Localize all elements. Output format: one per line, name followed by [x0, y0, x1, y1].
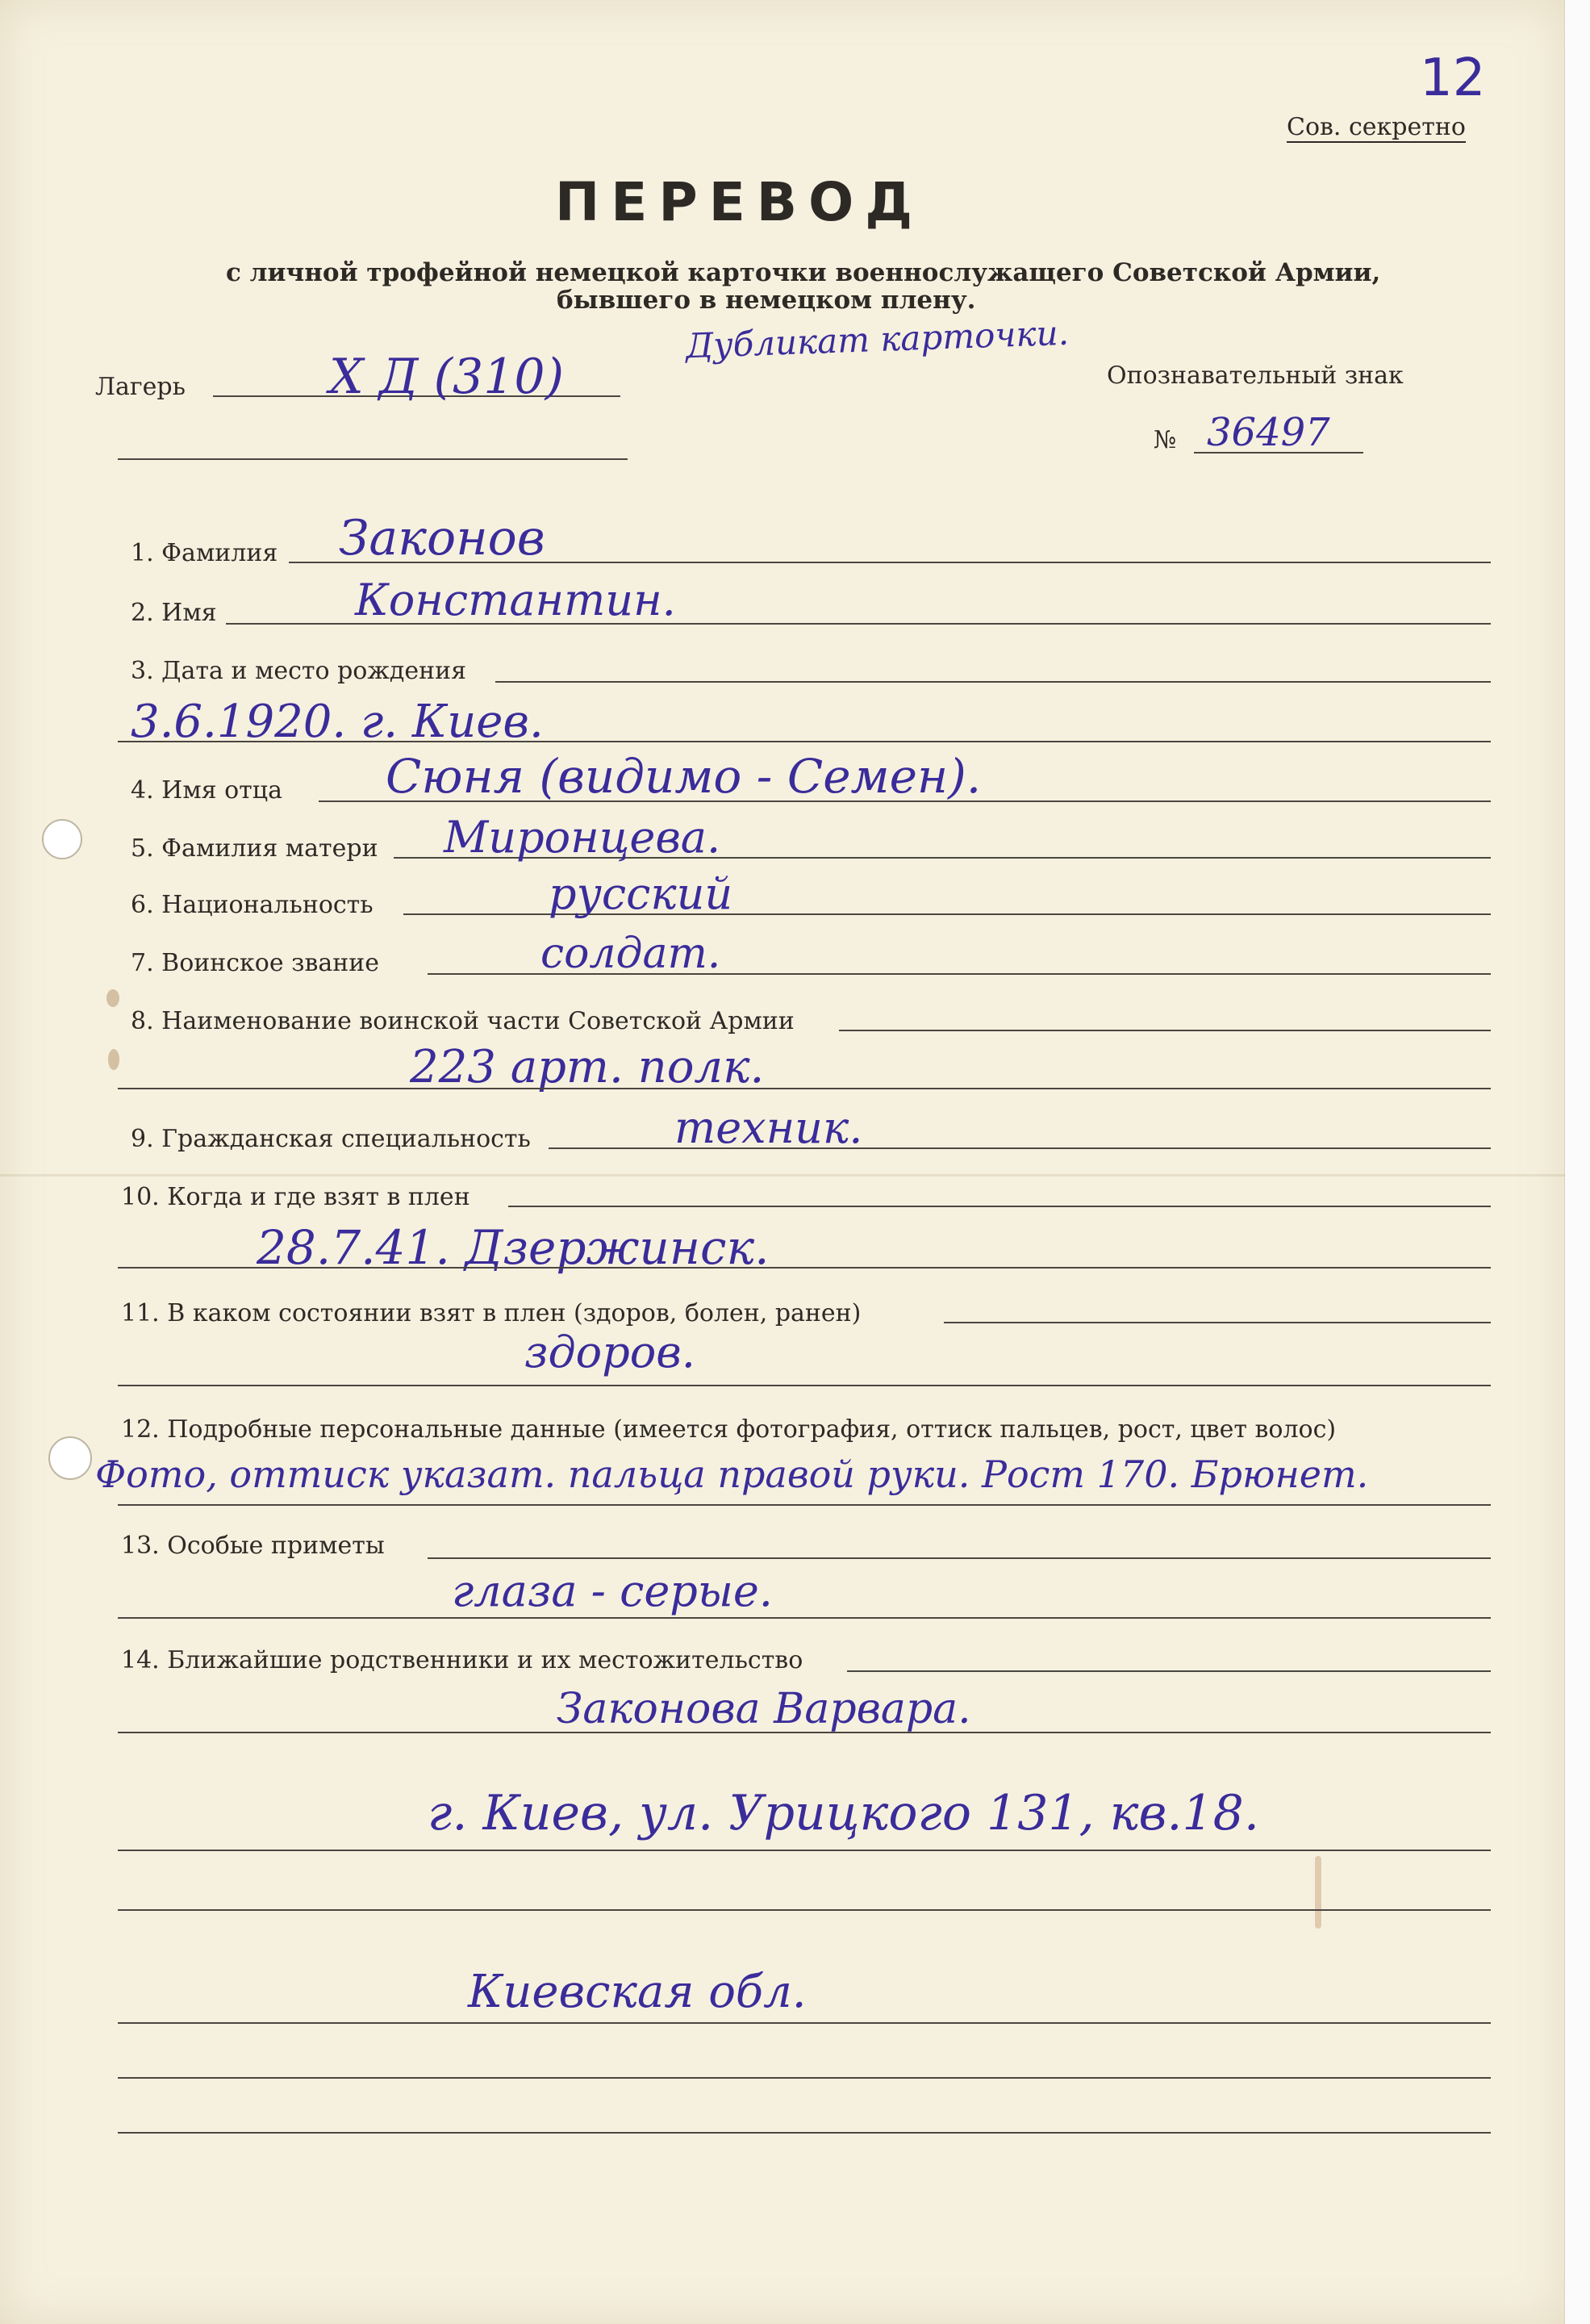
- field-value-unit: 223 арт. полк.: [410, 1041, 765, 1093]
- field-value-special-marks: глаза - серые.: [452, 1565, 773, 1616]
- punch-hole-bottom: [48, 1436, 92, 1480]
- page-number: 12: [1420, 48, 1486, 108]
- camp-line-2: [118, 458, 628, 460]
- field-line-unit-2: [118, 1088, 1491, 1089]
- field-line-personal-data: [118, 1504, 1491, 1506]
- field-value-surname: Законов: [339, 510, 545, 566]
- id-number-sign: №: [1154, 426, 1177, 454]
- field-value-captured: 28.7.41. Дзержинск.: [257, 1220, 770, 1275]
- field-value-condition: здоров.: [524, 1327, 695, 1377]
- field-line-unit: [839, 1030, 1491, 1031]
- field-line-captured-2: [118, 1267, 1491, 1269]
- field-label-mother: 5. Фамилия матери: [131, 834, 378, 863]
- document-subtitle-1: с личной трофейной немецкой карточки военнослужащего Советской Армии,: [226, 258, 1381, 287]
- field-line-birth: [495, 681, 1491, 683]
- field-value-name: Константин.: [355, 575, 676, 625]
- punch-hole-top: [42, 819, 82, 859]
- field-line-captured: [508, 1206, 1491, 1207]
- field-line-relatives-5: [118, 2022, 1491, 2024]
- field-line-relatives-6: [118, 2077, 1491, 2079]
- field-line-relatives-3: [118, 1850, 1491, 1851]
- field-label-unit: 8. Наименование воинской части Советской Армии: [131, 1007, 795, 1035]
- field-label-relatives: 14. Ближайшие родственники и их местожительство: [121, 1646, 803, 1674]
- field-value-birth: 3.6.1920. г. Киев.: [131, 696, 544, 748]
- field-value-relatives-3: Киевская обл.: [468, 1966, 807, 2018]
- field-label-special-marks: 13. Особые приметы: [121, 1532, 385, 1560]
- field-label-personal-data: 12. Подробные персональные данные (имеется фотография, оттиск пальцев, рост, цвет волос): [121, 1415, 1337, 1444]
- field-label-civil-specialty: 9. Гражданская специальность: [131, 1125, 531, 1153]
- camp-value: X Д (310): [329, 349, 564, 405]
- field-value-relatives-1: Законова Варвара.: [557, 1685, 971, 1733]
- field-label-birth: 3. Дата и место рождения: [131, 657, 467, 685]
- field-line-special-marks: [428, 1557, 1491, 1559]
- document-title: ПЕРЕВОД: [555, 171, 924, 233]
- field-label-captured: 10. Когда и где взят в плен: [121, 1183, 470, 1211]
- field-value-personal-data: Фото, оттиск указат. пальца правой руки. Рост 170. Брюнет.: [95, 1452, 1369, 1496]
- stain: [108, 1049, 119, 1070]
- field-label-nationality: 6. Национальность: [131, 891, 374, 919]
- document-subtitle-2: бывшего в немецком плену.: [557, 286, 976, 315]
- field-value-nationality: русский: [549, 868, 733, 919]
- field-line-relatives: [847, 1670, 1491, 1672]
- field-value-father: Сюня (видимо - Семен).: [386, 749, 982, 804]
- field-line-relatives-2: [118, 1732, 1491, 1733]
- classification-stamp: Сов. секретно: [1287, 113, 1466, 141]
- field-line-relatives-7: [118, 2132, 1491, 2134]
- field-label-surname: 1. Фамилия: [131, 539, 278, 567]
- field-label-condition: 11. В каком состоянии взят в плен (здоров, болен, ранен): [121, 1299, 862, 1327]
- field-value-mother: Миронцева.: [444, 812, 721, 863]
- field-label-name: 2. Имя: [131, 599, 217, 627]
- page-edge: [1564, 0, 1590, 2324]
- field-label-father: 4. Имя отца: [131, 776, 282, 805]
- field-value-relatives-2: г. Киев, ул. Урицкого 131, кв.18.: [428, 1785, 1259, 1841]
- stain: [1315, 1856, 1321, 1929]
- field-line-birth-2: [118, 741, 1491, 742]
- duplicate-note: Дубликат карточки.: [685, 312, 1070, 366]
- stain: [106, 989, 119, 1007]
- field-line-relatives-4: [118, 1909, 1491, 1911]
- field-line-condition-2: [118, 1385, 1491, 1386]
- id-number-value: 36497: [1207, 410, 1330, 455]
- field-line-special-marks-2: [118, 1617, 1491, 1619]
- field-line-condition: [944, 1322, 1491, 1323]
- field-label-rank: 7. Воинское звание: [131, 949, 380, 977]
- field-value-civil-specialty: техник.: [674, 1102, 863, 1153]
- field-value-rank: солдат.: [540, 930, 721, 978]
- id-mark-label: Опознавательный знак: [1107, 362, 1404, 390]
- camp-label: Лагерь: [95, 373, 186, 401]
- fold-crease: [0, 1174, 1565, 1177]
